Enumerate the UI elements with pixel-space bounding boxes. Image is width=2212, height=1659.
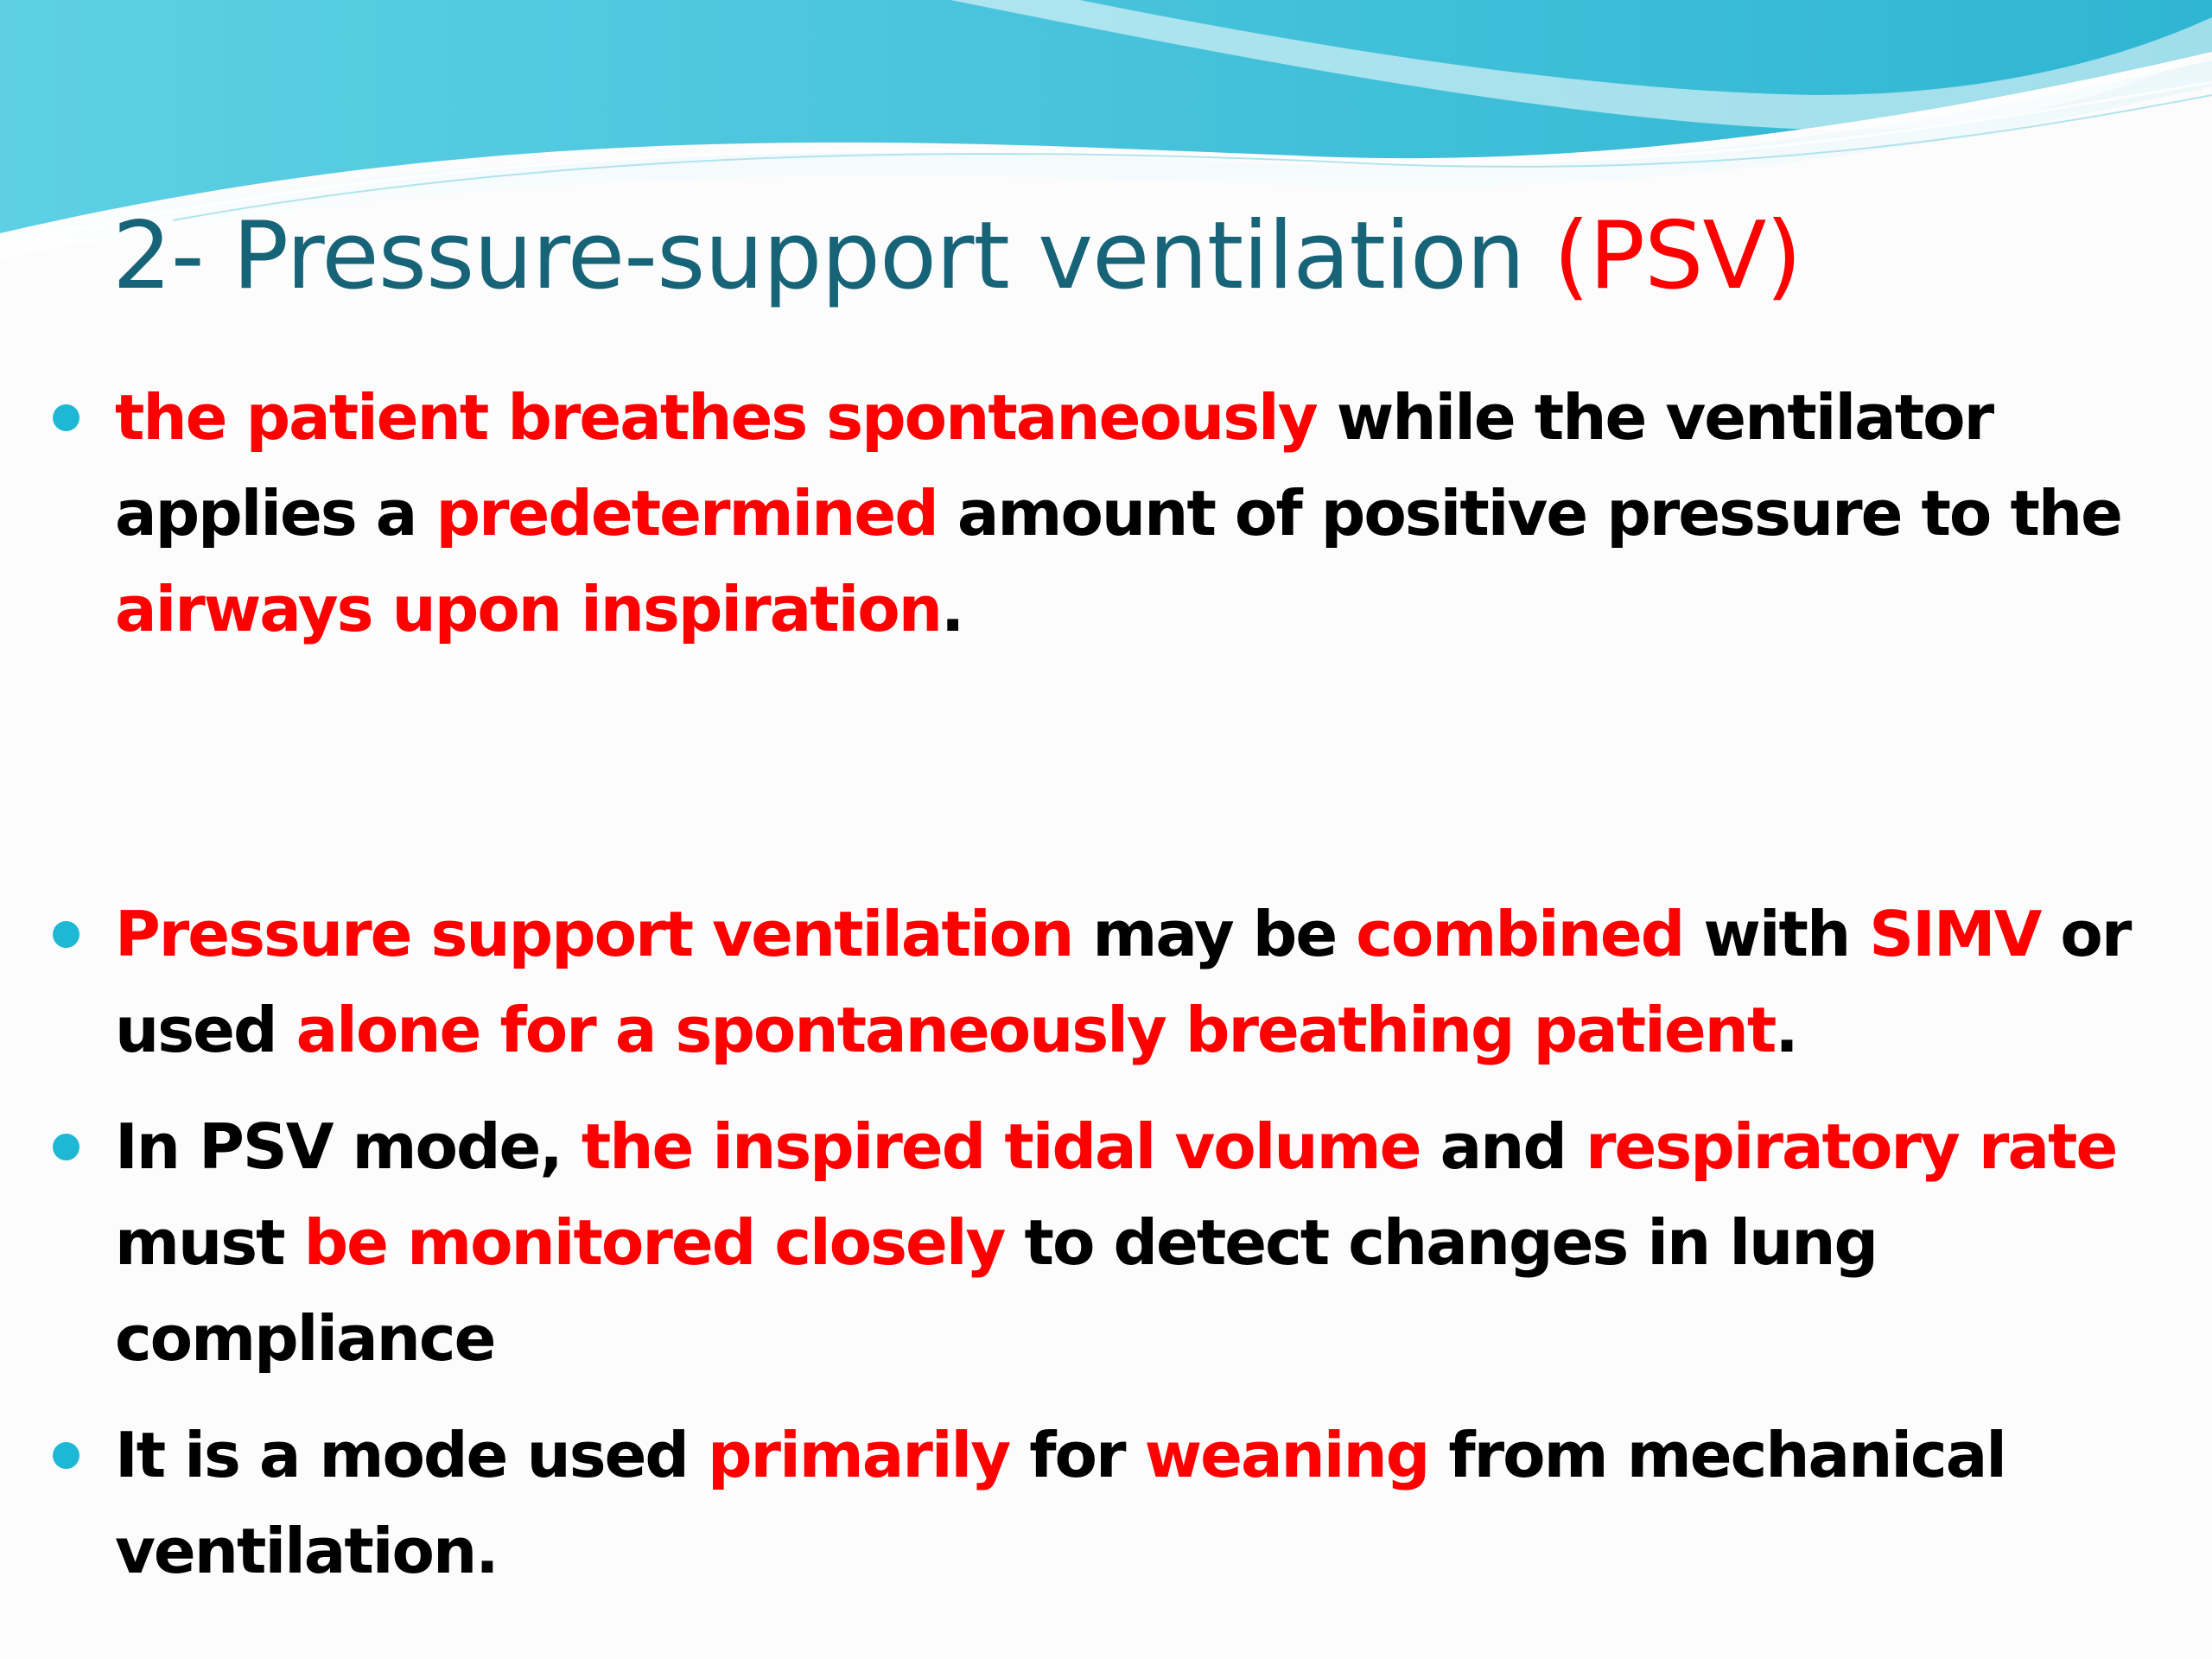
bullet-dot-icon [53, 1442, 79, 1469]
bullet-segment: to detect changes in lung compliance [115, 1206, 1878, 1375]
bullet-segment: predetermined [435, 477, 938, 550]
slide-title-accent: (PSV) [1553, 202, 1802, 310]
bullet-item [115, 370, 2154, 658]
bullet-segment: It is a mode used [115, 1419, 709, 1491]
bullet-text [115, 381, 2121, 645]
bullet-segment: . [941, 573, 963, 645]
bullet-list [115, 370, 2154, 1599]
bullet-segment: . [1775, 994, 1797, 1066]
bullet-segment: combined [1356, 898, 1684, 970]
bullet-segment: Pressure support ventilation [115, 898, 1073, 970]
bullet-segment: primarily [708, 1419, 1010, 1491]
bullet-segment: the inspired tidal volume [581, 1110, 1421, 1183]
bullet-segment: weaning [1144, 1419, 1429, 1491]
bullet-segment: be monitored closely [303, 1206, 1005, 1279]
bullet-dot-icon [53, 404, 79, 431]
bullet-text [115, 1110, 2116, 1375]
bullet-text [115, 898, 2130, 1066]
bullet-segment: alone for a spontaneously breathing patient [296, 994, 1776, 1066]
bullet-segment: for [1009, 1419, 1145, 1491]
bullet-segment: the patient breathes spontaneously [115, 381, 1317, 454]
bullet-segment: while the ventilator applies a [115, 381, 1993, 550]
bullet-segment: or used [115, 898, 2131, 1066]
bullet-segment: and [1420, 1110, 1586, 1183]
bullet-segment: may be [1072, 898, 1357, 970]
bullet-dot-icon [53, 1134, 79, 1160]
slide-title-main: 2- Pressure-support ventilation [112, 202, 1554, 310]
bullet-segment: In PSV mode, [115, 1110, 582, 1183]
bullet-segment: from mechanical ventilation. [115, 1419, 2005, 1587]
bullet-segment: airways upon inspiration [115, 573, 942, 645]
bullet-segment: SIMV [1869, 898, 2041, 970]
slide-title [112, 202, 1802, 310]
bullet-segment: with [1683, 898, 1870, 970]
bullet-segment: respiratory rate [1586, 1110, 2117, 1183]
bullet-item [115, 1099, 2154, 1387]
bullet-item [115, 887, 2154, 1078]
bullet-item [115, 1408, 2154, 1599]
bullet-dot-icon [53, 921, 79, 948]
bullet-text [115, 1419, 2005, 1587]
bullet-segment: must [115, 1206, 304, 1279]
bullet-segment: amount of positive pressure to the [937, 477, 2121, 550]
